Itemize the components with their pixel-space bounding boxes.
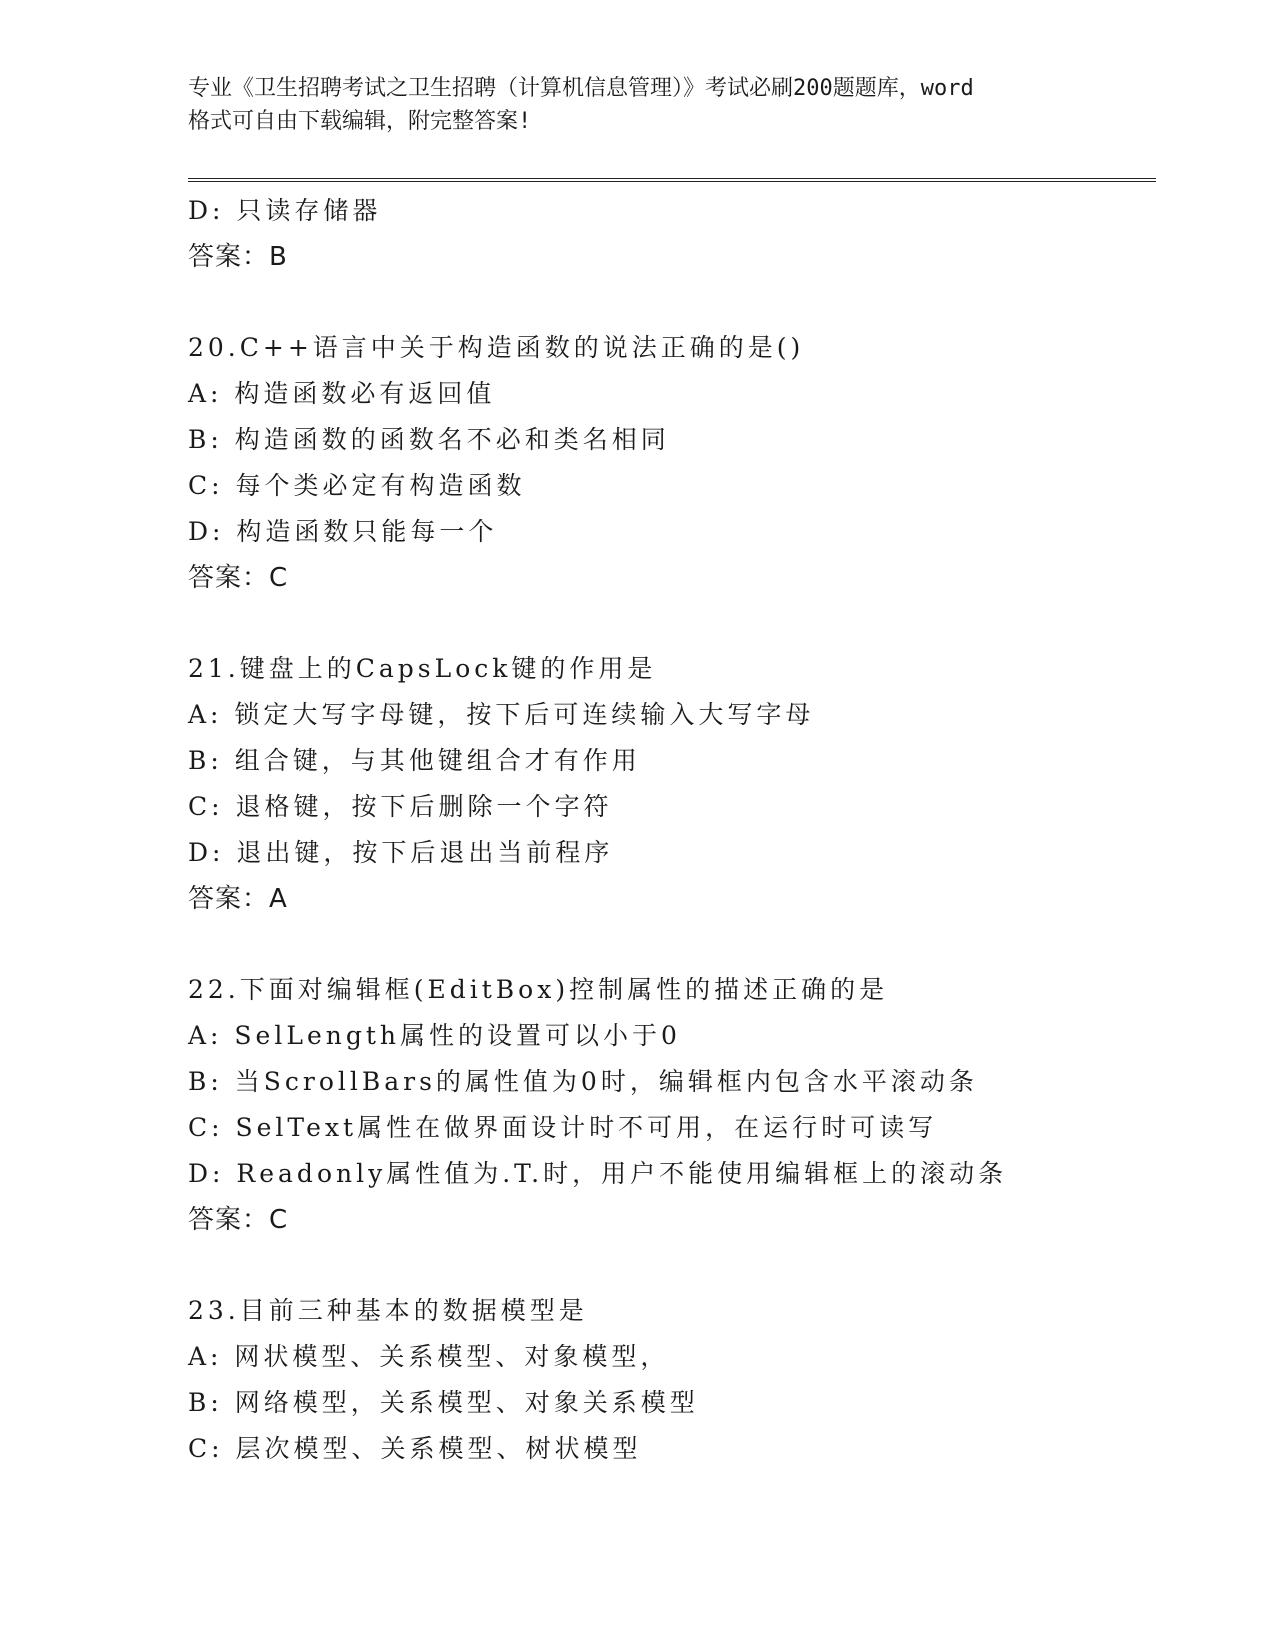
option-b: B: 当ScrollBars的属性值为0时，编辑框内包含水平滚动条 xyxy=(188,1067,978,1096)
spacer xyxy=(188,922,1168,967)
question-stem: 23.目前三种基本的数据模型是 xyxy=(188,1296,588,1325)
answer-line: 答案：C xyxy=(188,1205,289,1235)
question-21 xyxy=(188,646,1168,922)
option-c: C: 层次模型、关系模型、树状模型 xyxy=(188,1434,642,1463)
option-a: A: 构造函数必有返回值 xyxy=(188,379,496,408)
option-d: D: 只读存储器 xyxy=(188,196,382,225)
option-c: C: 每个类必定有构造函数 xyxy=(188,471,526,500)
answer-line: 答案：B xyxy=(188,242,288,272)
header-line-1: 专业《卫生招聘考试之卫生招聘（计算机信息管理）》考试必刷200题题库，word xyxy=(188,76,974,101)
option-a: A: SelLength属性的设置可以小于0 xyxy=(188,1021,681,1050)
question-list xyxy=(188,188,1168,1472)
option-c: C: SelText属性在做界面设计时不可用，在运行时可读写 xyxy=(188,1113,938,1142)
option-d: D: Readonly属性值为.T.时，用户不能使用编辑框上的滚动条 xyxy=(188,1159,1008,1188)
option-b: B: 组合键，与其他键组合才有作用 xyxy=(188,746,641,775)
header-line-2: 格式可自由下载编辑，附完整答案! xyxy=(188,109,532,134)
spacer xyxy=(188,601,1168,646)
question-20 xyxy=(188,325,1168,601)
option-d: D: 退出键，按下后退出当前程序 xyxy=(188,838,614,867)
question-stem: 22.下面对编辑框(EditBox)控制属性的描述正确的是 xyxy=(188,975,889,1004)
question-stem: 21.键盘上的CapsLock键的作用是 xyxy=(188,654,657,683)
question-22 xyxy=(188,967,1168,1243)
document-header xyxy=(188,72,1108,138)
option-a: A: 锁定大写字母键，按下后可连续输入大写字母 xyxy=(188,700,815,729)
previous-question-fragment xyxy=(188,188,1168,280)
option-d: D: 构造函数只能每一个 xyxy=(188,517,498,546)
question-stem: 20.C++语言中关于构造函数的说法正确的是() xyxy=(188,333,805,362)
header-divider xyxy=(188,178,1156,182)
option-a: A: 网状模型、关系模型、对象模型， xyxy=(188,1342,670,1371)
spacer xyxy=(188,280,1168,325)
option-c: C: 退格键，按下后删除一个字符 xyxy=(188,792,613,821)
answer-line: 答案：C xyxy=(188,563,289,593)
answer-line: 答案：A xyxy=(188,884,288,914)
spacer xyxy=(188,1243,1168,1288)
option-b: B: 构造函数的函数名不必和类名相同 xyxy=(188,425,670,454)
option-b: B: 网络模型，关系模型、对象关系模型 xyxy=(188,1388,699,1417)
question-23 xyxy=(188,1288,1168,1472)
